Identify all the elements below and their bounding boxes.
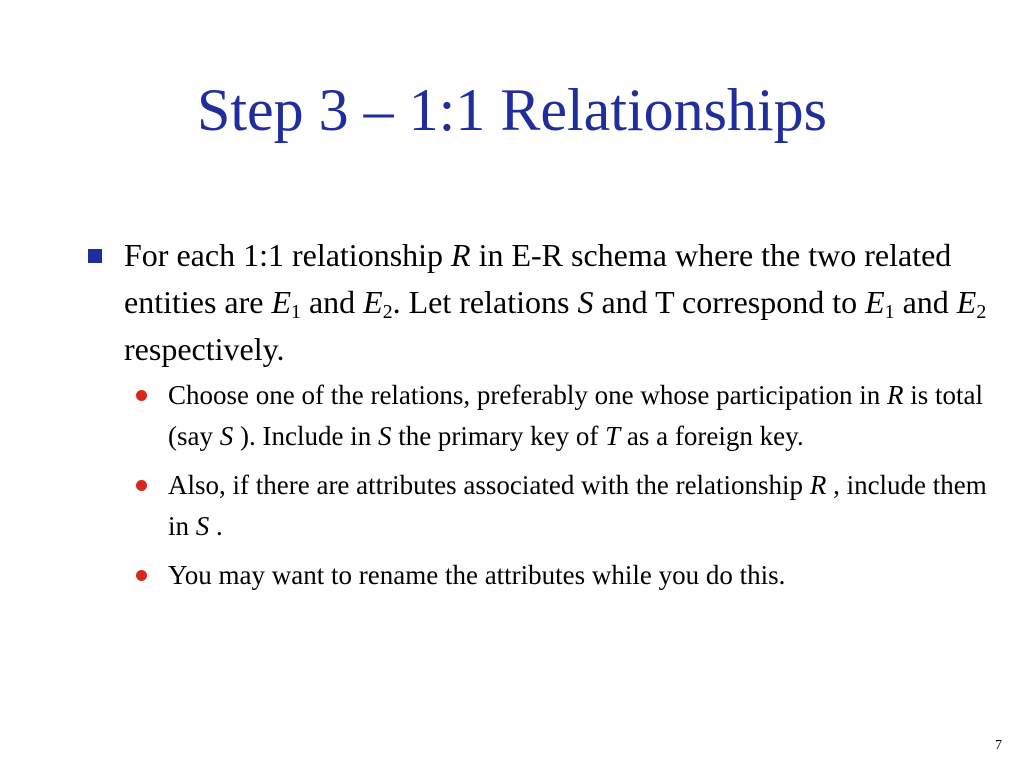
- sub-bullet-item: [136, 555, 988, 596]
- page-number: 7: [995, 738, 1002, 753]
- square-bullet-icon: [88, 249, 102, 263]
- sub-bullet-list: [136, 375, 988, 596]
- slide-title: Step 3 – 1:1 Relationships: [197, 77, 827, 143]
- slide-content: [88, 232, 988, 604]
- sub-bullet-text: Choose one of the relations, preferably one whose participation in R is total (say S ). Include in S the primary key of T as a foreign key.: [168, 380, 984, 451]
- sub-bullet-text: Also, if there are attributes associated with the relationship R , include them in S .: [168, 470, 987, 541]
- sub-bullet-item: [136, 375, 988, 457]
- main-bullet-item: [88, 232, 988, 373]
- sub-bullet-item: [136, 465, 988, 547]
- round-bullet-icon: [136, 570, 147, 581]
- round-bullet-icon: [136, 480, 147, 491]
- main-bullet-text: For each 1:1 relationship R in E-R schema where the two related entities are $E_1$ and $E_2$. Let relations S and T correspond to $E_1$ and $E_2$ respectively.: [124, 237, 987, 367]
- round-bullet-icon: [136, 390, 147, 401]
- sub-bullet-text: You may want to rename the attributes while you do this.: [168, 560, 786, 590]
